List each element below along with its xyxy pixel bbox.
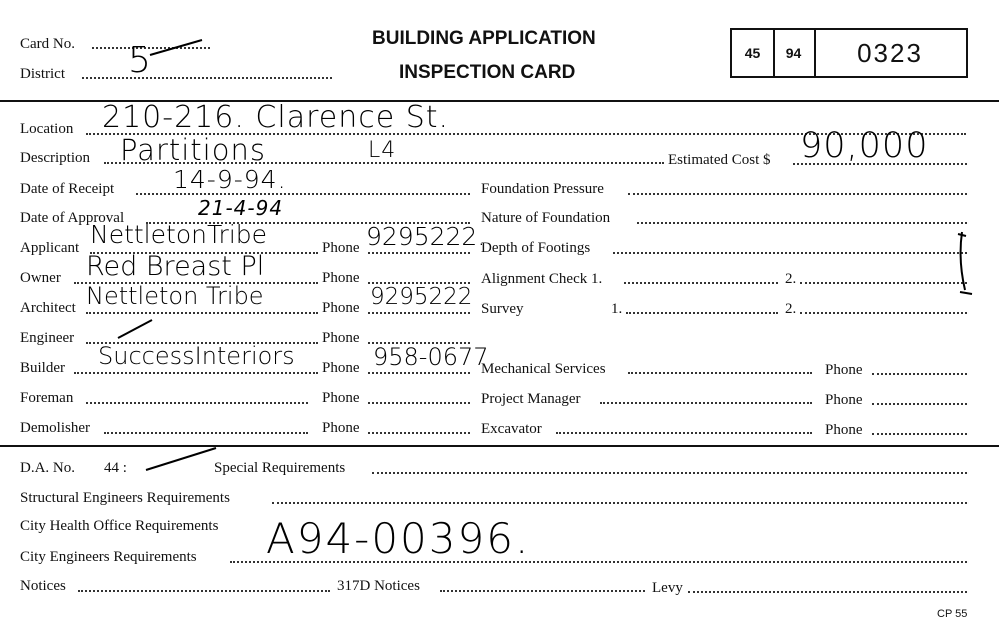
demolisher-label: Demolisher: [20, 420, 90, 436]
health-label: City Health Office Requirements: [20, 518, 219, 534]
engineer-phone-label: Phone: [322, 330, 360, 346]
estimated-cost-label: Estimated Cost $: [668, 152, 771, 168]
city-engineers-label: City Engineers Requirements: [20, 549, 197, 565]
title-line1: BUILDING APPLICATION: [372, 28, 596, 49]
special-requirements-label: Special Requirements: [214, 460, 346, 476]
date-approval-value: 21-4-94: [198, 196, 284, 220]
notices-317d-label: 317D Notices: [337, 578, 420, 594]
builder-label: Builder: [20, 360, 65, 376]
demolisher-phone-label: Phone: [322, 420, 360, 436]
engineer-label: Engineer: [20, 330, 75, 346]
foreman-phone-label: Phone: [322, 390, 360, 406]
da-label: D.A. No.: [20, 460, 75, 476]
location-label: Location: [20, 121, 74, 137]
card-no-slash: [150, 40, 202, 55]
project-manager-label: Project Manager: [481, 391, 581, 407]
engineer-slash: [118, 320, 152, 338]
architect-label: Architect: [20, 300, 76, 316]
da-value: 44 :: [104, 460, 127, 476]
estimated-cost-value: 90,000: [800, 126, 929, 166]
builder-value: SuccessInteriors: [98, 342, 295, 370]
project-manager-phone-label: Phone: [825, 392, 863, 408]
architect-value: Nettleton Tribe: [86, 282, 264, 310]
architect-phone-label: Phone: [322, 300, 360, 316]
card-no-label: Card No.: [20, 36, 75, 52]
excavator-label: Excavator: [481, 421, 542, 437]
bracket-tick-top: [958, 234, 966, 236]
owner-phone-label: Phone: [322, 270, 360, 286]
owner-value: Red Breast Pl: [86, 251, 265, 282]
builder-phone-value: 958-0677: [373, 343, 489, 371]
foreman-label: Foreman: [20, 390, 74, 406]
form-code: CP 55: [937, 608, 968, 620]
code-b: 94: [773, 30, 816, 76]
mechanical-phone-label: Phone: [825, 362, 863, 378]
nature-foundation-label: Nature of Foundation: [481, 210, 611, 226]
da-slash: [146, 448, 216, 470]
foundation-pressure-label: Foundation Pressure: [481, 181, 604, 197]
district-label: District: [20, 66, 65, 82]
date-receipt-value: 14-9-94.: [173, 165, 287, 194]
excavator-phone-label: Phone: [825, 422, 863, 438]
description-value: Partitions: [120, 133, 266, 167]
city-engineers-value: A94-00396.: [266, 514, 531, 563]
date-approval-label: Date of Approval: [20, 210, 125, 226]
notices-label: Notices: [20, 578, 66, 594]
architect-phone-value: 9295222: [370, 284, 473, 310]
applicant-label: Applicant: [20, 240, 80, 256]
district-value: 5: [128, 40, 152, 81]
structural-label: Structural Engineers Requirements: [20, 490, 230, 506]
survey-2-label: 2.: [785, 301, 797, 317]
applicant-value: NettletonTribe: [90, 220, 268, 249]
depth-footings-label: Depth of Footings: [481, 240, 591, 256]
bracket-tick-bottom: [960, 292, 972, 294]
bracket-mark: [961, 232, 965, 290]
applicant-phone-value: 9295222.: [366, 222, 486, 251]
code-a: 45: [732, 30, 775, 76]
survey-label: Survey: [481, 301, 524, 317]
location-value: 210-216. Clarence St.: [102, 100, 450, 135]
code-c: 0323: [857, 37, 923, 68]
applicant-phone-label: Phone: [322, 240, 360, 256]
survey-1-label: 1.: [611, 301, 623, 317]
alignment-2-label: 2.: [785, 271, 797, 287]
alignment-label: Alignment Check 1.: [481, 271, 603, 287]
date-receipt-label: Date of Receipt: [20, 181, 115, 197]
description-label: Description: [20, 150, 90, 166]
owner-label: Owner: [20, 270, 61, 286]
levy-label: Levy: [652, 580, 683, 596]
description-extra: L4: [368, 138, 397, 163]
title-line2: INSPECTION CARD: [399, 62, 576, 83]
builder-phone-label: Phone: [322, 360, 360, 376]
mechanical-label: Mechanical Services: [481, 361, 606, 377]
